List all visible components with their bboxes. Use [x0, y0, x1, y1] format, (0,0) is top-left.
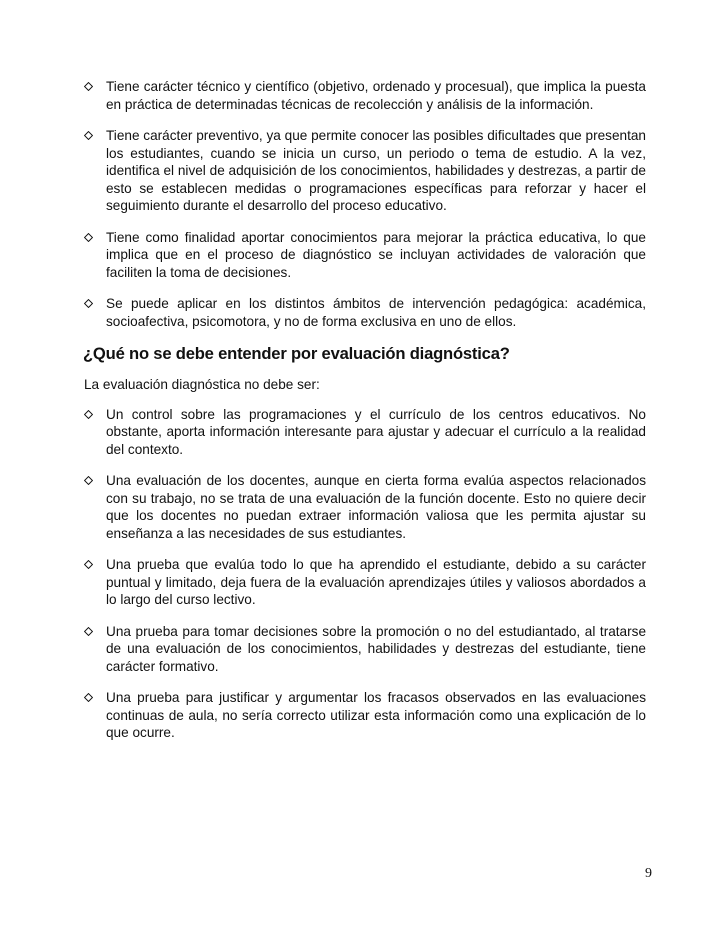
page-number: 9 [645, 866, 652, 881]
section-intro: La evaluación diagnóstica no debe ser: [84, 377, 320, 392]
list-item-text: Un control sobre las programaciones y el currículo de los centros educativos. No obstante, aporta información interesante para ajustar y adecuar el currículo a la realidad del contexto. [106, 406, 646, 457]
list-item [84, 127, 646, 215]
list-item-text: Una prueba que evalúa todo lo que ha aprendido el estudiante, debido a su carácter puntual y limitado, deja fuera de la evaluación aprendizajes útiles y valiosos abordados a lo largo del curso lectivo. [106, 557, 646, 607]
list-item [84, 556, 646, 609]
list-item [84, 229, 646, 282]
diamond-bullet-icon [84, 560, 93, 569]
diamond-bullet-icon [84, 627, 93, 636]
list-item-text: Tiene carácter preventivo, ya que permite conocer las posibles dificultades que presentan los estudiantes, cuando se inicia un curso, un periodo o tema de estudio. A la vez, identifica el nivel de adquisición de los conocimientos, habilidades y destrezas, a partir de esto se establecen medidas o programaciones específicas para reforzar y hacer el seguimiento durante el desarrollo del proceso educativo. [106, 128, 646, 213]
document-page [84, 78, 646, 756]
diamond-bullet-icon [84, 82, 93, 91]
list-item-text: Tiene carácter técnico y científico (objetivo, ordenado y procesual), que implica la puesta en práctica de determinadas técnicas de recolección y análisis de la información. [106, 79, 646, 112]
characteristics-list [84, 78, 646, 330]
list-item [84, 295, 646, 330]
list-item [84, 623, 646, 676]
diamond-bullet-icon [84, 410, 93, 419]
list-item-text: Se puede aplicar en los distintos ámbitos de intervención pedagógica: académica, socioafectiva, psicomotora, y no de forma exclusiva en uno de ellos. [106, 296, 646, 329]
list-item-text: Una prueba para tomar decisiones sobre la promoción o no del estudiantado, al tratarse de una evaluación de los conocimientos, habilidades y destrezas del estudiante, tiene carácter formativo. [106, 623, 646, 674]
diamond-bullet-icon [84, 693, 93, 702]
list-item-text: Una evaluación de los docentes, aunque en cierta forma evalúa aspectos relacionados con su trabajo, no se trata de una evaluación de la función docente. Esto no quiere decir que los docentes no puedan extraer información valiosa que les permita ajustar su enseñanza a las necesidades de sus estudiantes. [106, 473, 646, 541]
diamond-bullet-icon [84, 233, 93, 242]
diamond-bullet-icon [84, 476, 93, 485]
list-item-text: Una prueba para justificar y argumentar los fracasos observados en las evaluaciones continuas de aula, no sería correcto utilizar esta información como una explicación de lo que ocurre. [106, 690, 646, 740]
list-item [84, 472, 646, 542]
list-item [84, 689, 646, 742]
diamond-bullet-icon [84, 131, 93, 140]
misconceptions-list [84, 406, 646, 742]
diamond-bullet-icon [84, 299, 93, 308]
section-heading: ¿Qué no se debe entender por evaluación diagnóstica? [83, 344, 510, 363]
list-item [84, 78, 646, 113]
list-item-text: Tiene como finalidad aportar conocimientos para mejorar la práctica educativa, lo que implica que en el proceso de diagnóstico se incluyan actividades de valoración que faciliten la toma de decisiones. [106, 229, 646, 280]
list-item [84, 406, 646, 459]
